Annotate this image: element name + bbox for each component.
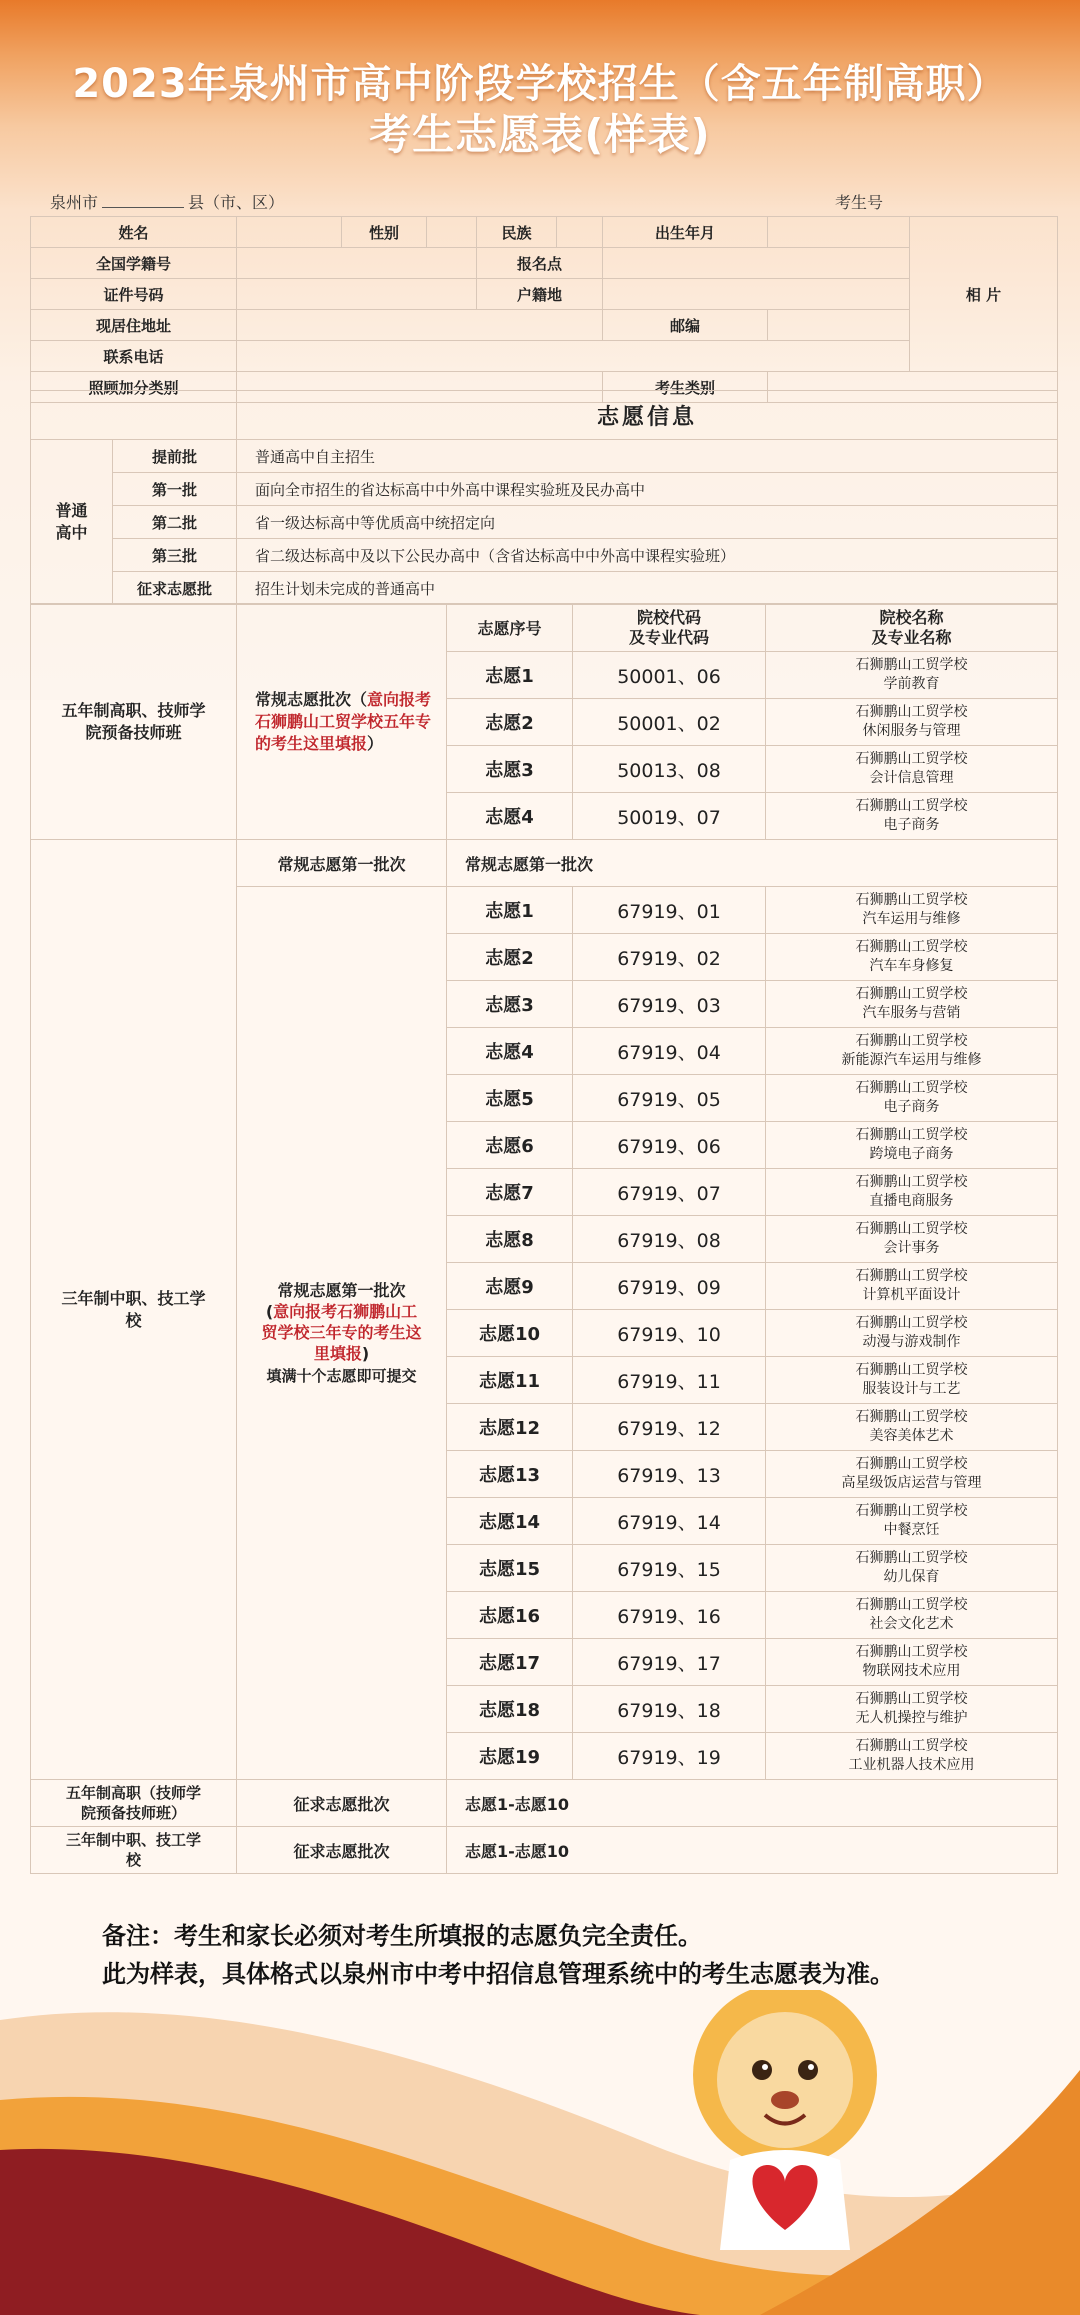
volunteer-school-major (766, 1310, 1058, 1357)
volunteer-code: 67919、06 (573, 1122, 766, 1169)
solicit-range: 志愿1-志愿10 (447, 1780, 1058, 1827)
volunteer-school-major (766, 1216, 1058, 1263)
volunteer-school-major (766, 1169, 1058, 1216)
volunteer-code: 67919、09 (573, 1263, 766, 1310)
batch-desc: 省一级达标高中等优质高中统招定向 (237, 506, 1058, 539)
major-name: 电子商务 (883, 817, 940, 833)
student-id-label: 全国学籍号 (31, 248, 237, 279)
volunteer-school-major (766, 1733, 1058, 1780)
school-name: 石狮鹏山工贸学校 (855, 1080, 968, 1096)
volunteer-no: 志愿14 (447, 1498, 573, 1545)
batch-desc: 普通高中自主招生 (237, 440, 1058, 473)
major-name: 汽车服务与营销 (862, 1005, 961, 1021)
volunteer-code: 67919、10 (573, 1310, 766, 1357)
school-name: 石狮鹏山工贸学校 (855, 1174, 968, 1190)
school-name: 石狮鹏山工贸学校 (855, 1315, 968, 1331)
volunteer-school-major (766, 1639, 1058, 1686)
school-name: 石狮鹏山工贸学校 (855, 1550, 968, 1566)
school-name: 石狮鹏山工贸学校 (855, 1691, 968, 1707)
major-name: 社会文化艺术 (869, 1616, 954, 1632)
major-name: 学前教育 (883, 676, 940, 692)
school-name: 石狮鹏山工贸学校 (855, 751, 968, 767)
birth-label: 出生年月 (603, 217, 768, 248)
volunteer-no: 志愿7 (447, 1169, 573, 1216)
three-year-batch-note: 填满十个志愿即可提交 (266, 1366, 417, 1385)
volunteer-school-major (766, 934, 1058, 981)
school-name: 石狮鹏山工贸学校 (855, 1738, 968, 1754)
volunteer-code: 67919、07 (573, 1169, 766, 1216)
volunteer-school-major (766, 1592, 1058, 1639)
three-year-batch-highlight-line (259, 1301, 424, 1364)
major-name: 跨境电子商务 (869, 1146, 954, 1162)
bonus-label: 照顾加分类别 (31, 372, 237, 403)
id-number-label: 证件号码 (31, 279, 237, 310)
major-name: 幼儿保育 (883, 1569, 940, 1585)
volunteer-no: 志愿3 (447, 746, 573, 793)
three-year-batch-text: 常规志愿第一批次 (277, 1280, 406, 1300)
phone-field[interactable] (237, 341, 910, 372)
volunteer-code: 67919、16 (573, 1592, 766, 1639)
five-year-batch-highlight: 意向报考石狮鹏山工贸学校五年专的考生这里填报 (255, 689, 432, 753)
postcode-label: 邮编 (603, 310, 768, 341)
five-year-batch-text: 常规志愿批次（ (255, 689, 368, 709)
volunteer-school-major (766, 746, 1058, 793)
school-name: 石狮鹏山工贸学校 (855, 986, 968, 1002)
notes-block (102, 1917, 894, 1993)
volunteer-no: 志愿4 (447, 793, 573, 840)
batch-label: 第一批 (113, 473, 237, 506)
city-label: 泉州市 (50, 193, 99, 212)
section-title: 志愿信息 (237, 391, 1058, 440)
volunteer-school-major (766, 1498, 1058, 1545)
note-line-1: 备注：考生和家长必须对考生所填报的志愿负完全责任。 (102, 1922, 702, 1950)
volunteer-school-major (766, 1122, 1058, 1169)
volunteer-school-major (766, 1357, 1058, 1404)
three-year-batch-cell (237, 887, 447, 1780)
city-blank (102, 207, 184, 208)
section-header-blank (31, 391, 237, 440)
school-name: 石狮鹏山工贸学校 (855, 1268, 968, 1284)
major-name: 工业机器人技术应用 (848, 1757, 975, 1773)
school-name: 石狮鹏山工贸学校 (855, 704, 968, 720)
major-name: 直播电商服务 (869, 1193, 954, 1209)
volunteer-no: 志愿12 (447, 1404, 573, 1451)
school-name: 石狮鹏山工贸学校 (855, 1362, 968, 1378)
five-year-group-label: 五年制高职、技师学院预备技师班 (31, 604, 237, 840)
major-name: 新能源汽车运用与维修 (841, 1052, 982, 1068)
volunteer-code: 67919、08 (573, 1216, 766, 1263)
name-field[interactable] (237, 217, 342, 248)
col-header-name: 院校名称 及专业名称 (766, 604, 1058, 652)
col-header-code: 院校代码 及专业代码 (573, 604, 766, 652)
volunteer-no: 志愿17 (447, 1639, 573, 1686)
volunteer-no: 志愿2 (447, 699, 573, 746)
volunteer-no: 志愿3 (447, 981, 573, 1028)
major-name: 中餐烹饪 (883, 1522, 940, 1538)
major-name: 会计信息管理 (869, 770, 954, 786)
volunteer-no: 志愿15 (447, 1545, 573, 1592)
school-name: 石狮鹏山工贸学校 (855, 1221, 968, 1237)
volunteer-no: 志愿5 (447, 1075, 573, 1122)
volunteer-school-major (766, 793, 1058, 840)
volunteer-code: 67919、04 (573, 1028, 766, 1075)
volunteer-code: 67919、03 (573, 981, 766, 1028)
postcode-field[interactable] (768, 310, 910, 341)
ethnicity-field[interactable] (557, 217, 603, 248)
hukou-label: 户籍地 (477, 279, 603, 310)
address-field[interactable] (237, 310, 603, 341)
volunteer-school-major (766, 652, 1058, 699)
volunteer-school-major (766, 699, 1058, 746)
volunteer-no: 志愿10 (447, 1310, 573, 1357)
batch-desc: 招生计划未完成的普通高中 (237, 572, 1058, 605)
volunteer-school-major (766, 981, 1058, 1028)
ethnicity-label: 民族 (477, 217, 557, 248)
five-year-batch-cell (237, 604, 447, 840)
volunteer-school-major (766, 1028, 1058, 1075)
county-label: 县（市、区） (188, 193, 285, 212)
volunteer-no: 志愿6 (447, 1122, 573, 1169)
general-group-label: 普通高中 (31, 440, 113, 605)
three-year-batch-header-left: 常规志愿第一批次 (237, 840, 447, 887)
volunteer-no: 志愿11 (447, 1357, 573, 1404)
page-title: 2023年泉州市高中阶段学校招生（含五年制高职） (72, 61, 1008, 107)
volunteer-code: 67919、05 (573, 1075, 766, 1122)
city-county-line (50, 190, 284, 213)
batch-desc: 面向全市招生的省达标高中中外高中课程实验班及民办高中 (237, 473, 1058, 506)
decorative-waves (0, 1990, 1080, 2315)
volunteer-school-major (766, 887, 1058, 934)
volunteer-no: 志愿8 (447, 1216, 573, 1263)
volunteer-code: 50019、07 (573, 793, 766, 840)
school-name: 石狮鹏山工贸学校 (855, 1597, 968, 1613)
volunteer-no: 志愿19 (447, 1733, 573, 1780)
major-name: 动漫与游戏制作 (862, 1334, 961, 1350)
volunteer-no: 志愿16 (447, 1592, 573, 1639)
major-name: 会计事务 (883, 1240, 940, 1256)
exam-site-label: 报名点 (477, 248, 603, 279)
school-name: 石狮鹏山工贸学校 (855, 892, 968, 908)
id-number-field[interactable] (237, 279, 477, 310)
school-name: 石狮鹏山工贸学校 (855, 1127, 968, 1143)
five-year-batch-close: ） (367, 733, 384, 753)
volunteer-no: 志愿2 (447, 934, 573, 981)
three-year-batch-highlight: 意向报考石狮鹏山工贸学校三年专的考生这里填报 (261, 1301, 422, 1363)
three-year-batch-close: ) (361, 1343, 370, 1363)
col-header-no: 志愿序号 (447, 604, 573, 652)
volunteer-no: 志愿1 (447, 887, 573, 934)
exam-site-field[interactable] (603, 248, 910, 279)
major-name: 高星级饭店运营与管理 (841, 1475, 982, 1491)
volunteer-code: 67919、02 (573, 934, 766, 981)
volunteer-code: 50001、06 (573, 652, 766, 699)
volunteer-no: 志愿4 (447, 1028, 573, 1075)
volunteer-school-major (766, 1263, 1058, 1310)
volunteer-code: 67919、01 (573, 887, 766, 934)
volunteer-code: 67919、13 (573, 1451, 766, 1498)
school-name: 石狮鹏山工贸学校 (855, 1409, 968, 1425)
gender-field[interactable] (427, 217, 477, 248)
school-name: 石狮鹏山工贸学校 (855, 657, 968, 673)
phone-label: 联系电话 (31, 341, 237, 372)
volunteer-no: 志愿18 (447, 1686, 573, 1733)
volunteer-code: 50001、02 (573, 699, 766, 746)
volunteer-code: 67919、15 (573, 1545, 766, 1592)
school-name: 石狮鹏山工贸学校 (855, 1456, 968, 1472)
volunteer-no: 志愿13 (447, 1451, 573, 1498)
batch-desc: 省二级达标高中及以下公民办高中（含省达标高中中外高中课程实验班） (237, 539, 1058, 572)
volunteer-code: 67919、17 (573, 1639, 766, 1686)
major-name: 电子商务 (883, 1099, 940, 1115)
batch-label: 第三批 (113, 539, 237, 572)
school-name: 石狮鹏山工贸学校 (855, 1644, 968, 1660)
volunteer-school-major (766, 1075, 1058, 1122)
major-name: 服装设计与工艺 (862, 1381, 961, 1397)
solicit-range: 志愿1-志愿10 (447, 1827, 1058, 1874)
volunteer-no: 志愿1 (447, 652, 573, 699)
name-label: 姓名 (31, 217, 237, 248)
three-year-batch-header-right: 常规志愿第一批次 (447, 840, 1058, 887)
batch-label: 征求志愿批 (113, 572, 237, 605)
batch-label: 提前批 (113, 440, 237, 473)
major-name: 汽车车身修复 (869, 958, 954, 974)
personal-info-table (30, 216, 1058, 403)
volunteer-school-major (766, 1545, 1058, 1592)
birth-field[interactable] (768, 217, 910, 248)
volunteer-code: 67919、18 (573, 1686, 766, 1733)
student-id-field[interactable] (237, 248, 477, 279)
note-line-2: 此为样表，具体格式以泉州市中考中招信息管理系统中的考生志愿表为准。 (102, 1960, 894, 1988)
volunteer-school-major (766, 1404, 1058, 1451)
school-name: 石狮鹏山工贸学校 (855, 939, 968, 955)
exam-number-label: 考生号 (835, 193, 884, 212)
volunteer-code: 67919、11 (573, 1357, 766, 1404)
three-year-group-label: 三年制中职、技工学校 (31, 840, 237, 1780)
page-subtitle: 考生志愿表(样表) (369, 110, 711, 159)
solicit-group-label: 五年制高职（技师学院预备技师班） (31, 1780, 237, 1827)
gender-label: 性别 (342, 217, 427, 248)
volunteer-school-major (766, 1451, 1058, 1498)
volunteer-school-major (766, 1686, 1058, 1733)
major-name: 美容美体艺术 (869, 1428, 954, 1444)
major-name: 无人机操控与维护 (855, 1710, 968, 1726)
photo-box: 相 片 (910, 217, 1058, 372)
volunteer-table (30, 603, 1058, 1874)
major-name: 汽车运用与维修 (862, 911, 961, 927)
hukou-field[interactable] (603, 279, 910, 310)
major-name: 休闲服务与管理 (862, 723, 961, 739)
school-name: 石狮鹏山工贸学校 (855, 1033, 968, 1049)
major-name: 物联网技术应用 (862, 1663, 961, 1679)
three-year-batch-open: ( (265, 1301, 274, 1321)
solicit-batch-label: 征求志愿批次 (237, 1780, 447, 1827)
solicit-group-label: 三年制中职、技工学校 (31, 1827, 237, 1874)
volunteer-code: 67919、19 (573, 1733, 766, 1780)
solicit-batch-label: 征求志愿批次 (237, 1827, 447, 1874)
general-high-table (30, 390, 1058, 605)
volunteer-code: 67919、14 (573, 1498, 766, 1545)
school-name: 石狮鹏山工贸学校 (855, 1503, 968, 1519)
volunteer-no: 志愿9 (447, 1263, 573, 1310)
volunteer-code: 67919、12 (573, 1404, 766, 1451)
batch-label: 第二批 (113, 506, 237, 539)
volunteer-code: 50013、08 (573, 746, 766, 793)
category-label: 考生类别 (603, 372, 768, 403)
major-name: 计算机平面设计 (862, 1287, 961, 1303)
address-label: 现居住地址 (31, 310, 237, 341)
school-name: 石狮鹏山工贸学校 (855, 798, 968, 814)
